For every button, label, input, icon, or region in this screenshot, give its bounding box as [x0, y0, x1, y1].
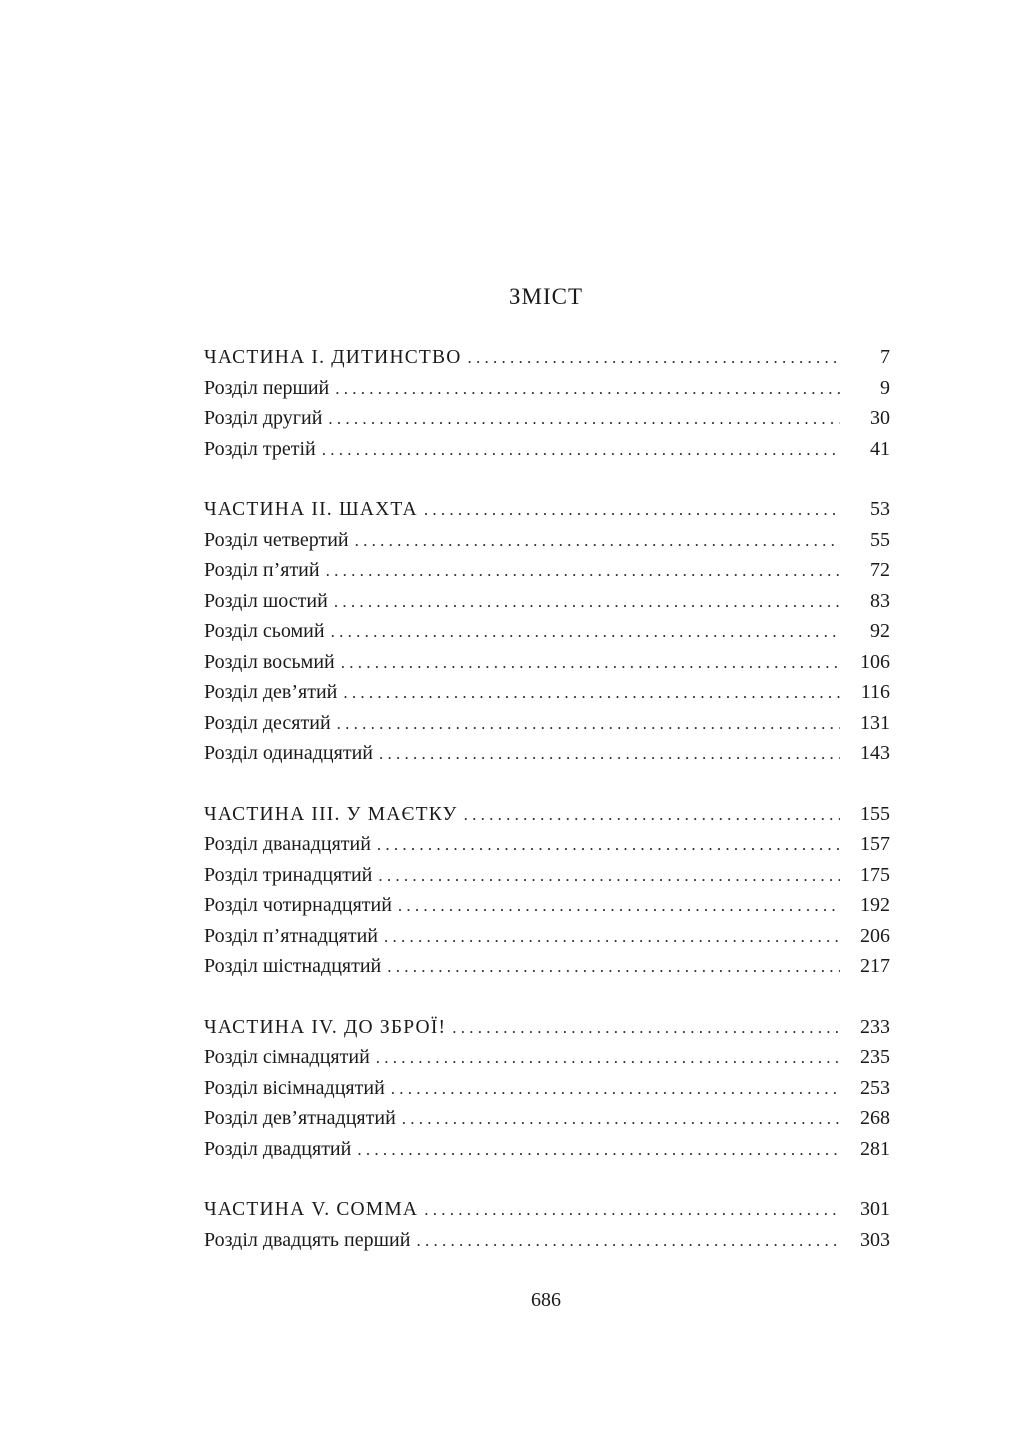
dot-leader	[468, 343, 840, 374]
dot-leader	[379, 739, 840, 770]
toc-chapter-label: Розділ другий	[204, 407, 323, 429]
toc-chapter-entry	[204, 1073, 890, 1104]
dot-leader	[341, 648, 840, 679]
toc-chapter-label: Розділ шостий	[204, 589, 328, 612]
toc-page-number: 192	[860, 894, 890, 916]
dot-leader	[334, 587, 840, 618]
toc-page-number: 217	[860, 955, 890, 977]
toc-part	[204, 342, 890, 464]
toc-chapter-entry	[204, 525, 890, 556]
dot-leader	[357, 1135, 840, 1166]
toc-chapter-label: Розділ п’ятий	[204, 559, 320, 581]
toc-page-number: 233	[860, 1015, 890, 1038]
toc-chapter-entry	[204, 1225, 890, 1256]
dot-leader	[331, 617, 840, 648]
toc-part	[204, 799, 890, 982]
toc-chapter-entry	[204, 373, 890, 404]
dot-leader	[376, 1043, 840, 1074]
toc-page-number: 155	[860, 802, 890, 825]
table-of-contents	[204, 342, 890, 1285]
toc-part-entry	[204, 494, 890, 525]
toc-part-entry	[204, 1194, 890, 1225]
page-number: 686	[531, 1289, 561, 1311]
toc-page-number: 41	[870, 437, 890, 460]
toc-chapter-label: Розділ дванадцятий	[204, 833, 371, 855]
toc-chapter-entry	[204, 403, 890, 434]
toc-chapter-entry	[204, 434, 890, 465]
toc-page-number: 253	[860, 1076, 890, 1099]
toc-chapter-label: Розділ двадцятий	[204, 1137, 352, 1160]
dot-leader	[377, 830, 840, 861]
toc-page-number: 301	[860, 1198, 890, 1220]
dot-leader	[424, 1195, 840, 1226]
toc-chapter-label: Розділ чотирнадцятий	[204, 894, 392, 916]
toc-chapter-label: Розділ сьомий	[204, 620, 325, 642]
toc-page-number: 92	[870, 620, 890, 642]
toc-page-number: 235	[860, 1046, 890, 1068]
toc-page-number: 9	[880, 376, 890, 399]
toc-page-number: 30	[870, 407, 890, 429]
toc-part	[204, 494, 890, 769]
toc-page-number: 206	[860, 924, 890, 947]
toc-page-number: 7	[880, 346, 890, 368]
toc-page-number: 53	[870, 498, 890, 520]
dot-leader	[398, 891, 840, 922]
dot-leader	[416, 1226, 840, 1257]
toc-chapter-entry	[204, 1103, 890, 1134]
dot-leader	[378, 861, 840, 892]
dot-leader	[343, 678, 840, 709]
dot-leader	[391, 1074, 840, 1105]
toc-part-entry	[204, 799, 890, 830]
toc-part-label: ЧАСТИНА V. СОММА	[204, 1199, 419, 1220]
toc-page-number: 281	[860, 1137, 890, 1160]
page-title: ЗМІСТ	[508, 284, 584, 309]
toc-chapter-label: Розділ тринадцятий	[204, 863, 373, 886]
toc-chapter-entry	[204, 829, 890, 860]
toc-chapter-label: Розділ вісімнадцятий	[204, 1076, 385, 1099]
toc-chapter-entry	[204, 1042, 890, 1073]
toc-chapter-label: Розділ перший	[204, 376, 330, 399]
toc-page-number: 72	[870, 559, 890, 581]
toc-part-label: ЧАСТИНА IV. ДО ЗБРОЇ!	[204, 1016, 447, 1038]
toc-page-number: 116	[860, 681, 890, 703]
toc-page-number: 143	[860, 742, 890, 764]
toc-chapter-entry	[204, 860, 890, 891]
toc-part	[204, 1194, 890, 1255]
toc-chapter-label: Розділ шістнадцятий	[204, 955, 382, 977]
toc-part-label: ЧАСТИНА ІІІ. У МАЄТКУ	[204, 803, 458, 825]
toc-page-number: 303	[860, 1228, 890, 1251]
toc-page-number: 157	[860, 833, 890, 855]
dot-leader	[326, 556, 840, 587]
dot-leader	[402, 1104, 840, 1135]
toc-chapter-entry	[204, 647, 890, 678]
toc-page-number: 131	[860, 711, 890, 734]
toc-page-number: 106	[860, 650, 890, 673]
toc-page-number: 268	[860, 1107, 890, 1129]
dot-leader	[424, 495, 840, 526]
toc-chapter-label: Розділ дев’ятий	[204, 681, 338, 703]
toc-part-label: ЧАСТИНА І. ДИТИНСТВО	[204, 347, 462, 368]
toc-chapter-entry	[204, 890, 890, 921]
dot-leader	[328, 404, 840, 435]
toc-chapter-entry	[204, 921, 890, 952]
toc-chapter-entry	[204, 616, 890, 647]
dot-leader	[322, 435, 840, 466]
toc-page-number: 83	[870, 589, 890, 612]
toc-page-number: 175	[860, 863, 890, 886]
dot-leader	[355, 526, 840, 557]
toc-chapter-entry	[204, 708, 890, 739]
toc-chapter-label: Розділ третій	[204, 437, 316, 460]
toc-part-label: ЧАСТИНА ІІ. ШАХТА	[204, 499, 418, 520]
dot-leader	[464, 800, 840, 831]
toc-chapter-entry	[204, 677, 890, 708]
toc-chapter-entry	[204, 1134, 890, 1165]
toc-chapter-label: Розділ дев’ятнадцятий	[204, 1107, 396, 1129]
toc-part-entry	[204, 342, 890, 373]
toc-chapter-label: Розділ одинадцятий	[204, 742, 373, 764]
toc-chapter-label: Розділ четвертий	[204, 528, 349, 551]
dot-leader	[387, 952, 840, 983]
toc-chapter-label: Розділ двадцять перший	[204, 1228, 411, 1251]
toc-page-number: 55	[870, 528, 890, 551]
toc-chapter-label: Розділ десятий	[204, 711, 331, 734]
toc-chapter-label: Розділ сімнадцятий	[204, 1046, 370, 1068]
dot-leader	[335, 374, 840, 405]
toc-chapter-label: Розділ п’ятнадцятий	[204, 924, 378, 947]
toc-chapter-entry	[204, 738, 890, 769]
toc-part	[204, 1012, 890, 1165]
dot-leader	[452, 1013, 840, 1044]
toc-chapter-entry	[204, 586, 890, 617]
toc-part-entry	[204, 1012, 890, 1043]
toc-chapter-entry	[204, 555, 890, 586]
toc-chapter-label: Розділ восьмий	[204, 650, 335, 673]
toc-chapter-entry	[204, 951, 890, 982]
dot-leader	[337, 709, 840, 740]
dot-leader	[384, 922, 840, 953]
